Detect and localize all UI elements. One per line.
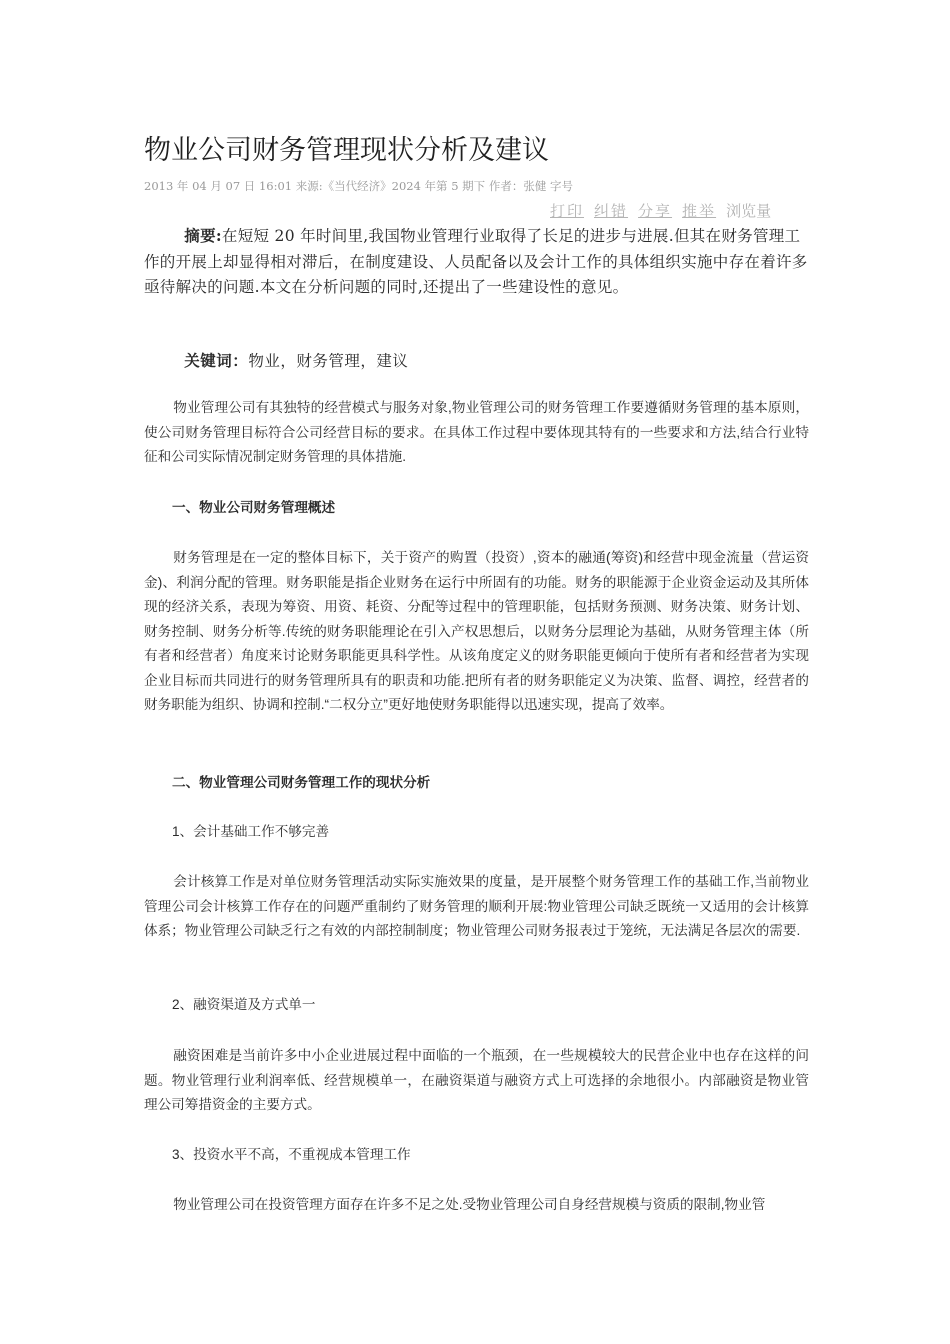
abstract-paragraph bbox=[144, 223, 812, 301]
keywords-paragraph bbox=[144, 348, 812, 374]
subsection-1-heading: 1、会计基础工作不够完善 bbox=[172, 824, 330, 839]
subsection-1-paragraph: 会计核算工作是对单位财务管理活动实际实施效果的度量，是开展整个财务管理工作的基础工作,当前物业管理公司会计核算工作存在的问题严重制约了财务管理的顺利开展:物业管理公司缺乏既统一又适用的会计核算体系；物业管理公司缺乏行之有效的内部控制制度；物业管理公司财务报表过于笼统，无法满足各层次的需要. bbox=[144, 874, 809, 938]
article-title: 物业公司财务管理现状分析及建议 bbox=[144, 135, 549, 166]
subsection-2-heading: 2、融资渠道及方式单一 bbox=[172, 997, 316, 1012]
abstract-text: 在短短 20 年时间里,我国物业管理行业取得了长足的进步与进展.但其在财务管理工作的开展上却显得相对滞后，在制度建设、人员配备以及会计工作的具体组织实施中存在着许多亟待解决的问题.本文在分析问题的同时,还提出了一些建设性的意见。 bbox=[144, 227, 808, 296]
print-link[interactable]: 打印 bbox=[550, 202, 585, 220]
keywords-text: 物业，财务管理，建议 bbox=[248, 352, 409, 370]
subsection-3-heading: 3、投资水平不高，不重视成本管理工作 bbox=[172, 1147, 411, 1162]
subsection-2-paragraph: 融资困难是当前许多中小企业进展过程中面临的一个瓶颈，在一些规模较大的民营企业中也存在这样的问题。物业管理行业利润率低、经营规模单一，在融资渠道与融资方式上可选择的余地很小。内部融资是物业管理公司筹措资金的主要方式。 bbox=[144, 1048, 809, 1112]
intro-paragraph: 物业管理公司有其独特的经营模式与服务对象,物业管理公司的财务管理工作要遵循财务管理的基本原则，使公司财务管理目标符合公司经营目标的要求。在具体工作过程中要体现其特有的一些要求和方法,结合行业特征和公司实际情况制定财务管理的具体措施. bbox=[144, 400, 809, 464]
section-2-heading: 二、物业管理公司财务管理工作的现状分析 bbox=[172, 775, 431, 790]
subsection-3-paragraph: 物业管理公司在投资管理方面存在许多不足之处.受物业管理公司自身经营规模与资质的限制,物业管 bbox=[173, 1197, 766, 1212]
share-link[interactable]: 分享 bbox=[638, 202, 673, 220]
view-count-label: 浏览量 bbox=[726, 202, 772, 220]
article-meta: 2013 年 04 月 07 日 16:01 来源:《当代经济》2024 年第 5 期下 作者：张健 字号 bbox=[144, 179, 573, 193]
keywords-label: 关键词： bbox=[184, 351, 249, 370]
abstract-label: 摘要: bbox=[184, 226, 222, 245]
article-actions bbox=[550, 200, 812, 222]
section-1-paragraph: 财务管理是在一定的整体目标下，关于资产的购置（投资）,资本的融通(筹资)和经营中现金流量（营运资金)、利润分配的管理。财务职能是指企业财务在运行中所固有的功能。财务的职能源于企业资金运动及其所体现的经济关系，表现为筹资、用资、耗资、分配等过程中的管理职能，包括财务预测、财务决策、财务计划、财务控制、财务分析等.传统的财务职能理论在引入产权思想后，以财务分层理论为基础，从财务管理主体（所有者和经营者）角度来讨论财务职能更具科学性。从该角度定义的财务职能更倾向于使所有者和经营者为实现企业目标而共同进行的财务管理所具有的职责和功能.把所有者的财务职能定义为决策、监督、调控，经营者的财务职能为组织、协调和控制.“二权分立”更好地使财务职能得以迅速实现，提高了效率。 bbox=[144, 550, 809, 712]
recommend-link[interactable]: 推举 bbox=[682, 202, 717, 220]
correct-link[interactable]: 纠错 bbox=[594, 202, 629, 220]
section-1-heading: 一、物业公司财务管理概述 bbox=[172, 500, 336, 515]
